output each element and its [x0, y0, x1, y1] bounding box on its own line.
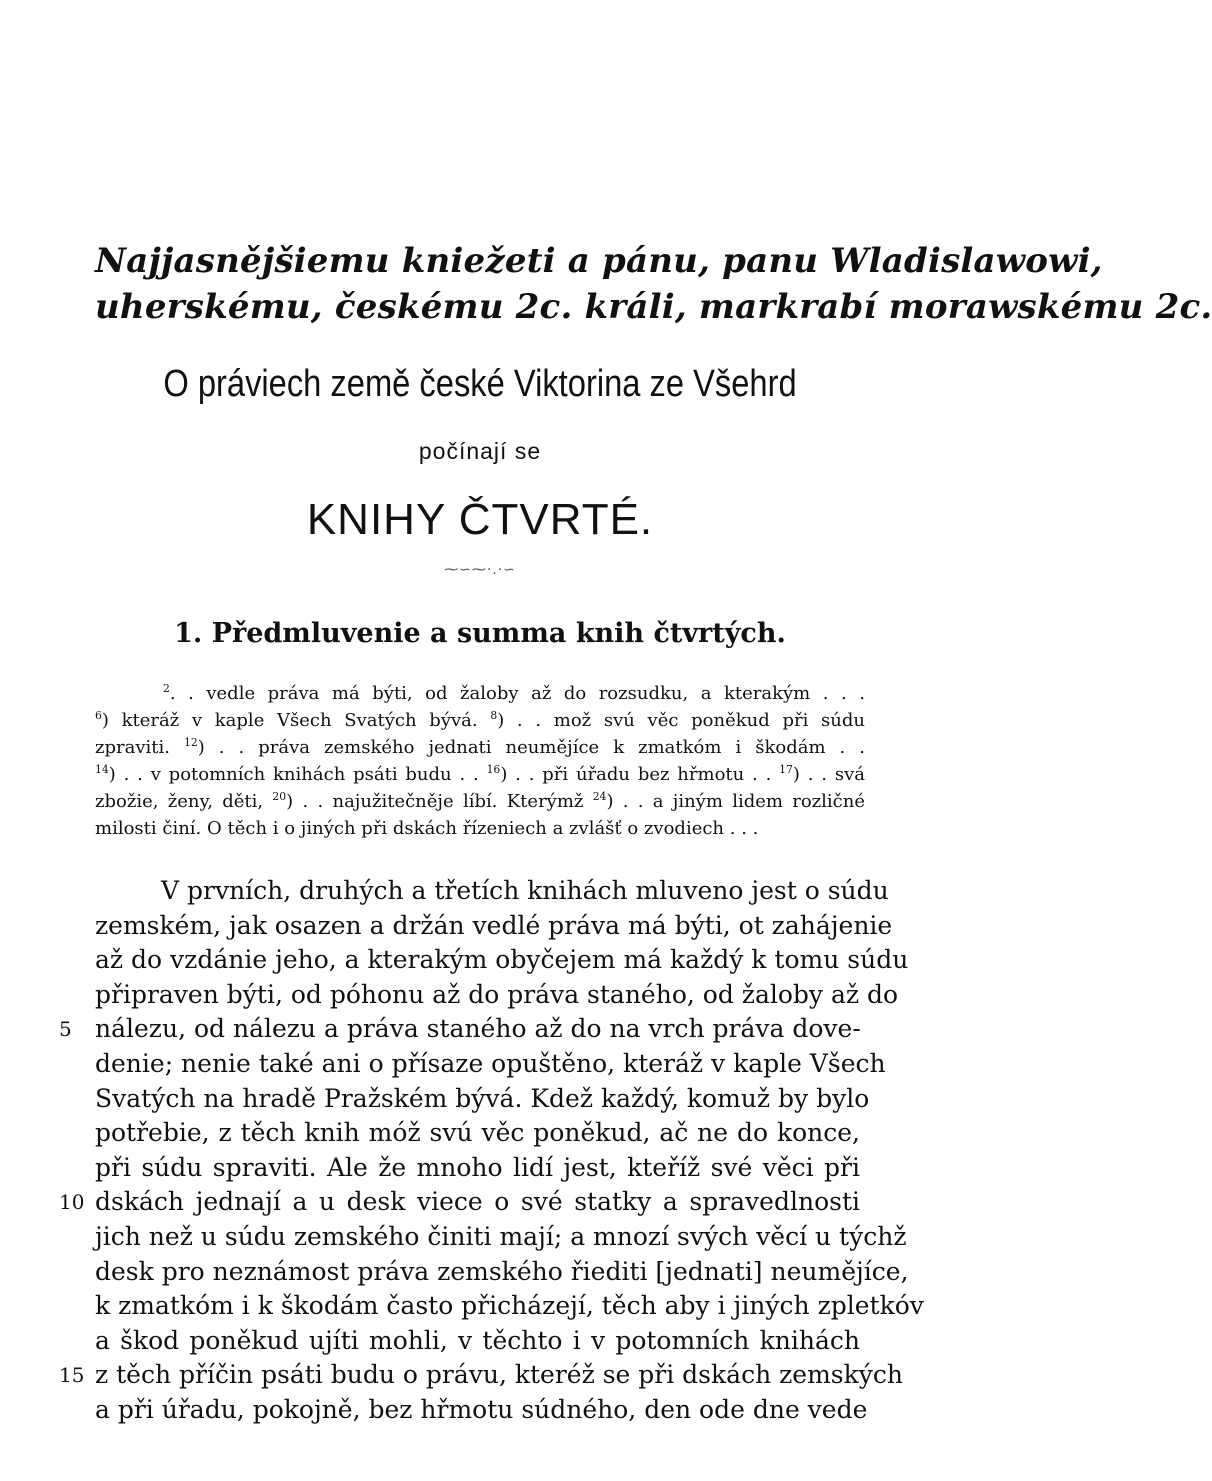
- chapter-title: Předmluvenie a summa knih čtvrtých.: [211, 618, 786, 649]
- line-number: 15: [59, 1363, 85, 1388]
- footnote-ref: 16: [486, 763, 501, 776]
- footnote-ref: 24: [592, 790, 607, 803]
- summary-line: milosti činí. O těch i o jiných při dskách řízeniech a zvlášť o zvodiech . . .: [95, 818, 759, 839]
- chapter-number: 1.: [174, 618, 203, 649]
- summary-line: $^{14}$) . . v potomních knihách psáti budu . . $^{16}$) . . při úřadu bez hřmotu . . $^{17}$) . . svá: [95, 763, 865, 785]
- chapter-heading: [95, 616, 865, 652]
- ornament-divider: ⁓∽⁓·.·∽: [444, 562, 516, 578]
- footnote-ref: 2: [163, 682, 170, 695]
- body-line: a při úřadu, pokojně, bez hřmotu súdného, den ode dne vede: [95, 1394, 868, 1424]
- footnote-ref: 17: [779, 763, 793, 776]
- footnote-ref: 6: [95, 709, 102, 722]
- body-line: potřebie, z těch knih móž svú věc poněkud, ač ne do konce,: [95, 1118, 860, 1148]
- body-line: zemském, jak osazen a držán vedlé práva má býti, ot zahájenie: [95, 910, 893, 940]
- footnote-ref: 8: [490, 709, 498, 722]
- dedication-line: uherskému, českému 2c. králi, markrabí morawskému 2c.: [95, 287, 1212, 327]
- summary-line: $^2$. . vedle práva má býti, od žaloby až do rozsudku, a kterakým . . .: [163, 682, 865, 704]
- body-line: a škod poněkud ujíti mohli, v těchto i v potomních knihách: [95, 1325, 860, 1355]
- body-line: jich než u súdu zemského činiti mají; a mnozí svých věcí u týchž: [95, 1221, 907, 1251]
- subtitle: počínají se: [418, 438, 542, 464]
- summary-line: zpraviti. $^{12}$) . . práva zemského jednati neumějíce k zmatkóm i škodám . .: [95, 736, 865, 758]
- body-line-numbered: 10 dskách jednají a u desk viece o své statky a spravedlnosti: [95, 1185, 860, 1220]
- body-text: [59, 874, 924, 1428]
- summary-line: $^6$) kteráž v kaple Všech Svatých bývá. $^8$) . . mož svú věc poněkud při súdu: [95, 709, 865, 731]
- footnote-ref: 14: [95, 763, 109, 776]
- book-title: KNIHY ČTVRTÉ.: [306, 495, 654, 544]
- summary-line: zbožie, ženy, děti, $^{20}$) . . najužitečněje líbí. Kterýmž $^{24}$) . . a jiným lidem rozličné: [95, 790, 866, 812]
- line-number: 5: [59, 1017, 72, 1042]
- body-line: až do vzdánie jeho, a kterakým obyčejem má každý k tomu súdu: [95, 945, 909, 975]
- dedication: [95, 238, 1212, 330]
- body-line: desk pro neznámost práva zemského řiediti [jednati] neumějíce,: [95, 1256, 909, 1286]
- chapter-summary: [95, 680, 865, 842]
- body-line: k zmatkóm i k škodám často přicházejí, těch aby i jiných zpletkóv: [95, 1291, 924, 1321]
- page-title: O práviech země české Viktorina ze Všehrd: [163, 363, 797, 405]
- body-line-numbered: 15 z těch příčin psáti budu o právu, kteréž se při dskách zemských: [95, 1358, 860, 1393]
- body-line: Svatých na hradě Pražském bývá. Kdež každý, komuž by bylo: [95, 1083, 870, 1113]
- footnote-ref: 12: [184, 736, 198, 749]
- line-number: 10: [59, 1190, 85, 1215]
- dedication-line: Najjasnějšiemu kniežeti a pánu, panu Wladislawowi,: [95, 241, 1103, 281]
- footnote-ref: 20: [272, 790, 287, 803]
- body-line: V prvních, druhých a třetích knihách mluveno jest o súdu: [161, 876, 889, 905]
- body-line: při súdu spraviti. Ale že mnoho lidí jest, kteříž své věci při: [95, 1152, 860, 1182]
- body-line: denie; nenie také ani o přísaze opuštěno, kteráž v kaple Všech: [95, 1048, 886, 1078]
- body-line-numbered: 5 nálezu, od nálezu a práva staného až do na vrch práva dove-: [95, 1012, 860, 1047]
- body-line: připraven býti, od póhonu až do práva staného, od žaloby až do: [95, 979, 899, 1009]
